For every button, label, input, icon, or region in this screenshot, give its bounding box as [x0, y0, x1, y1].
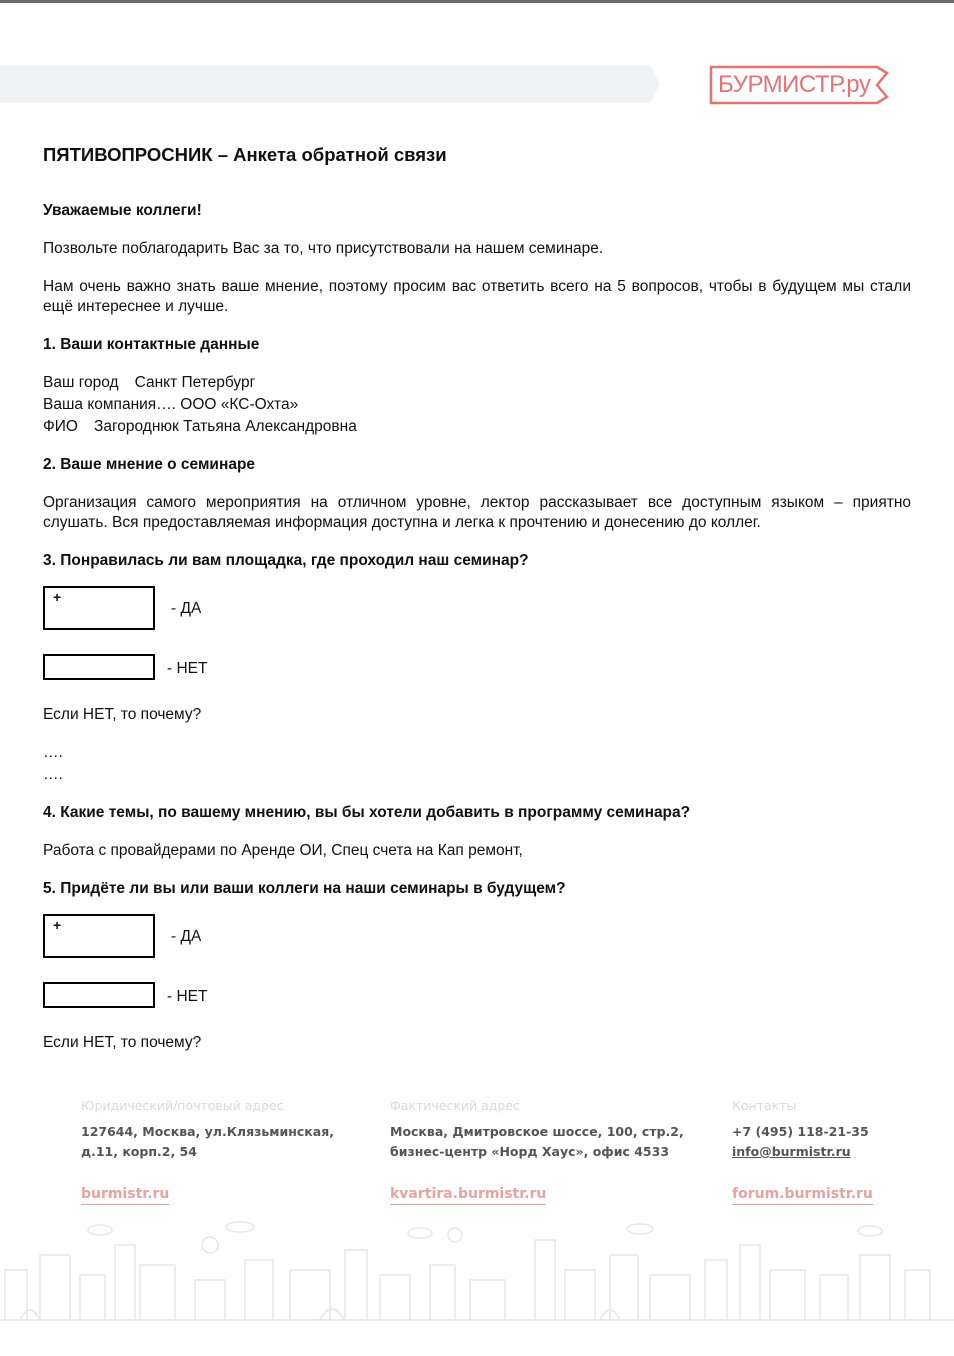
logo-text: БУРМИСТР.ру: [718, 71, 871, 98]
actual-line-2: бизнес-центр «Норд Хаус», офис 4533: [390, 1144, 670, 1159]
footer-contacts: [732, 1098, 869, 1162]
link-kvartira[interactable]: kvartira.burmistr.ru: [390, 1186, 546, 1205]
contacts-heading: Контакты: [732, 1098, 797, 1113]
link-forum[interactable]: forum.burmistr.ru: [732, 1186, 873, 1205]
q3-yes-label: - ДА: [171, 600, 202, 617]
city-value: Санкт Петербург: [134, 374, 256, 391]
legal-line-1: 127644, Москва, ул.Клязьминская,: [81, 1124, 334, 1139]
name-label: ФИО: [43, 418, 78, 435]
q3-no-checkbox[interactable]: [43, 654, 155, 680]
page-title: ПЯТИВОПРОСНИК – Анкета обратной связи: [43, 144, 447, 165]
legal-line-2: д.11, корп.2, 54: [81, 1144, 197, 1159]
q3-dots-1: ….: [43, 744, 63, 761]
actual-line-1: Москва, Дмитровское шоссе, 100, стр.2,: [390, 1124, 684, 1139]
header-band: [0, 65, 660, 103]
burmistr-logo: [709, 65, 889, 105]
city-skyline-illustration: [0, 1215, 954, 1356]
contacts-phone[interactable]: +7 (495) 118-21-35: [732, 1124, 869, 1139]
q3-no-label: - НЕТ: [167, 660, 208, 677]
greeting: Уважаемые коллеги!: [43, 202, 202, 219]
footer-legal-address: [81, 1098, 334, 1162]
q4-answer: Работа с провайдерами по Аренде ОИ, Спец счета на Кап ремонт,: [43, 842, 523, 859]
q2-answer: Организация самого мероприятия на отличном уровне, лектор рассказывает все доступным языком – приятно слушать. Вся предоставляемая информация доступна и легка к прочтению и донесению до коллег.: [43, 494, 911, 531]
company-label: Ваша компания….: [43, 396, 176, 413]
q2-heading: 2. Ваше мнение о семинаре: [43, 456, 256, 473]
intro-text: Позвольте поблагодарить Вас за то, что присутствовали на нашем семинаре.: [43, 240, 604, 257]
q5-yes-mark: +: [53, 917, 62, 933]
q1-heading: 1. Ваши контактные данные: [43, 336, 260, 353]
q5-no-checkbox[interactable]: [43, 982, 155, 1008]
q3-yes-checkbox[interactable]: [43, 586, 155, 630]
company-line: [43, 395, 298, 415]
footer-actual-address: [390, 1098, 684, 1162]
legal-heading: Юридический/почтовый адрес: [81, 1098, 284, 1113]
q5-no-label: - НЕТ: [167, 988, 208, 1005]
q3-heading: 3. Понравилась ли вам площадка, где проходил наш семинар?: [43, 552, 529, 569]
q3-why-label: Если НЕТ, то почему?: [43, 706, 202, 723]
actual-heading: Фактический адрес: [390, 1098, 520, 1113]
q5-heading: 5. Придёте ли вы или ваши коллеги на наши семинары в будущем?: [43, 880, 566, 897]
contacts-email[interactable]: info@burmistr.ru: [732, 1144, 851, 1159]
city-line: [43, 373, 255, 393]
request-text: Нам очень важно знать ваше мнение, поэтому просим вас ответить всего на 5 вопросов, чтобы в будущем мы стали ещё интереснее и лучше.: [43, 278, 911, 315]
q5-why-label: Если НЕТ, то почему?: [43, 1034, 202, 1051]
name-value: Загороднюк Татьяна Александровна: [93, 418, 357, 435]
q5-yes-checkbox[interactable]: [43, 914, 155, 958]
q5-yes-label: - ДА: [171, 928, 202, 945]
q4-heading: 4. Какие темы, по вашему мнению, вы бы хотели добавить в программу семинара?: [43, 804, 691, 821]
q3-yes-mark: +: [53, 589, 62, 605]
company-value: ООО «КС-Охта»: [180, 396, 299, 413]
name-line: [43, 417, 357, 437]
top-border: [0, 0, 954, 3]
q3-dots-2: ….: [43, 766, 63, 783]
link-burmistr[interactable]: burmistr.ru: [81, 1186, 169, 1205]
city-label: Ваш город: [43, 374, 119, 391]
